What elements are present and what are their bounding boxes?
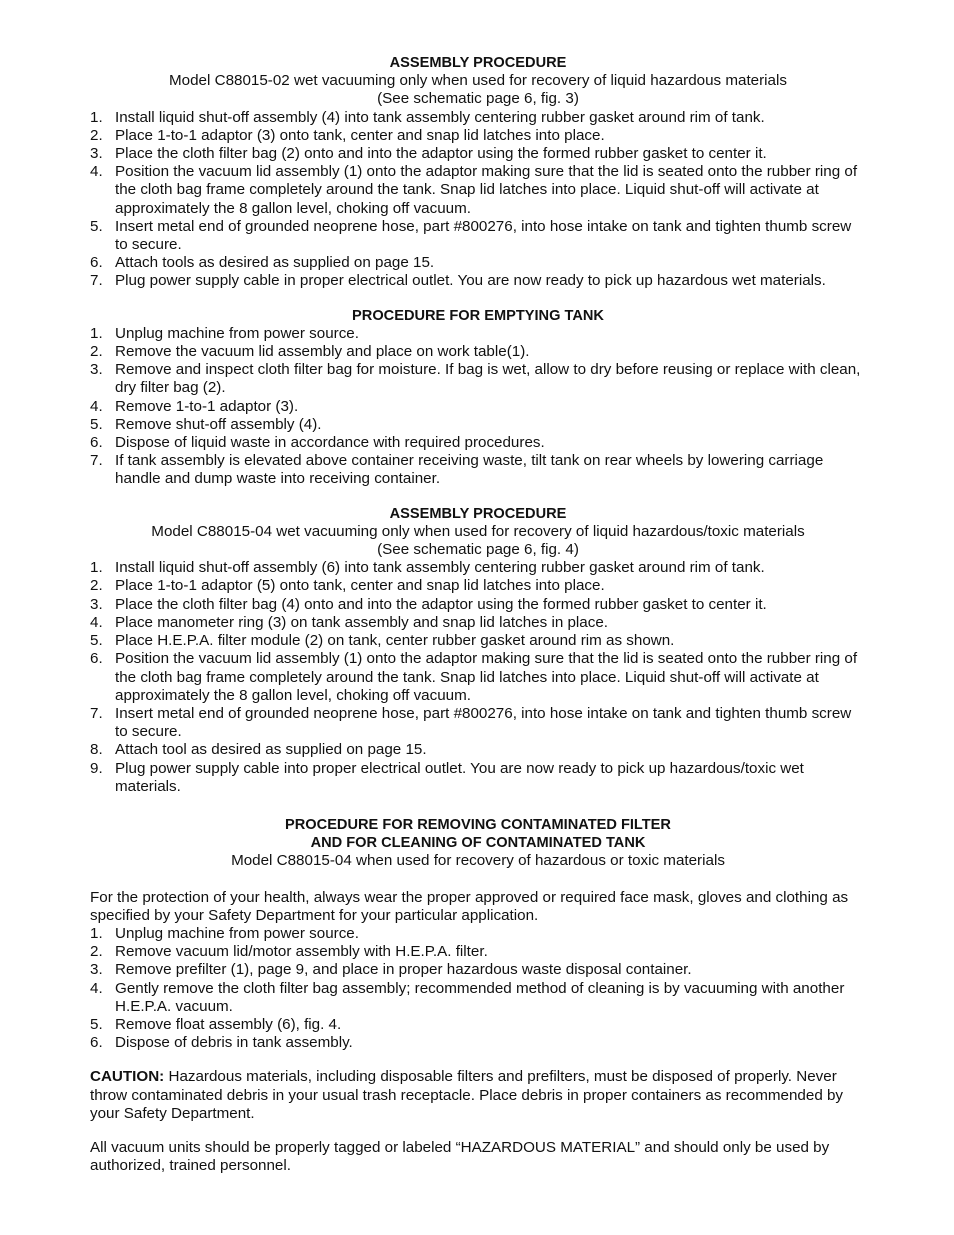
list-item [90,218,866,254]
step-list [65,325,866,489]
step-text: Unplug machine from power source. [115,924,359,942]
section-subtitle: Model C88015-02 wet vacuuming only when used for recovery of liquid hazardous materials [169,72,787,90]
list-item [90,943,866,961]
step-number: 7. [90,452,103,470]
step-number: 6. [90,254,103,272]
step-text: Dispose of debris in tank assembly. [115,1034,353,1052]
step-number: 2. [90,943,103,961]
step-list [65,925,866,1052]
step-text: Remove 1-to-1 adaptor (3). [115,397,299,415]
section-title: PROCEDURE FOR EMPTYING TANK [352,307,604,324]
step-text: Install liquid shut-off assembly (6) into tank assembly centering rubber gasket around rim of tank. [115,559,765,577]
section-subtitle: Model C88015-04 wet vacuuming only when used for recovery of liquid hazardous/toxic materials [151,522,805,540]
list-item [90,325,866,343]
step-text: Insert metal end of grounded neoprene hose, part #800276, into hose intake on tank and tighten thumb screw to secure. [115,704,852,741]
caution-text: Hazardous materials, including disposable filters and prefilters, must be disposed of properly. Never throw contaminated debris in your usual trash receptacle. Place debris in proper containers as recommended by your Safety Department. [90,1068,844,1122]
step-number: 4. [90,979,103,997]
step-number: 3. [90,595,103,613]
step-text: Place the cloth filter bag (2) onto and into the adaptor using the formed rubber gasket to center it. [115,145,767,163]
step-text: Place H.E.P.A. filter module (2) on tank, center rubber gasket around rim as shown. [115,632,675,650]
list-item [90,760,866,796]
list-item [90,650,866,705]
step-number: 3. [90,961,103,979]
step-number: 4. [90,613,103,631]
procedure-removing-contaminated-filter [90,816,866,1052]
assembly-procedure-c88015-02 [90,54,866,291]
step-number: 1. [90,924,103,942]
step-number: 4. [90,397,103,415]
assembly-procedure-c88015-04 [90,505,866,796]
step-text: Place 1-to-1 adaptor (3) onto tank, center and snap lid latches into place. [115,126,605,144]
caution-paragraph [90,1068,866,1123]
section-subtitle: Model C88015-04 when used for recovery of hazardous or toxic materials [231,852,725,870]
step-number: 5. [90,415,103,433]
step-number: 2. [90,343,103,361]
step-text: Position the vacuum lid assembly (1) onto the adaptor making sure that the lid is seated onto the rubber ring of the cloth bag frame completely around the tank. Snap lid latches into place. Liquid shut-off will activate at approximately the 8 gallon level, choking off vacuum. [115,163,858,217]
list-item [90,980,866,1016]
step-number: 1. [90,108,103,126]
list-item [90,1016,866,1034]
section-title: ASSEMBLY PROCEDURE [389,55,567,71]
step-list [65,109,866,291]
step-number: 6. [90,1034,103,1052]
step-number: 9. [90,759,103,777]
step-text: Plug power supply cable into proper electrical outlet. You are now ready to pick up hazardous/toxic wet materials. [115,759,804,795]
step-text: Attach tools as desired as supplied on page 15. [115,254,435,272]
step-number: 5. [90,1015,103,1033]
list-item [90,163,866,218]
list-item [90,145,866,163]
section-title: PROCEDURE FOR REMOVING CONTAMINATED FILTER [285,816,671,833]
step-number: 7. [90,704,103,722]
manual-page [90,54,866,1191]
list-item [90,254,866,272]
list-item [90,577,866,595]
list-item [90,109,866,127]
step-number: 8. [90,741,103,759]
step-text: Unplug machine from power source. [115,324,359,342]
step-text: Plug power supply cable in proper electrical outlet. You are now ready to pick up hazardous wet materials. [115,272,826,290]
step-text: Place 1-to-1 adaptor (5) onto tank, center and snap lid latches into place. [115,577,605,595]
step-number: 1. [90,559,103,577]
safety-intro-paragraph: For the protection of your health, always wear the proper approved or required face mask, gloves and clothing as specified by your Safety Department for your particular application. [90,888,849,924]
step-number: 5. [90,632,103,650]
list-item [90,741,866,759]
step-text: Remove and inspect cloth filter bag for moisture. If bag is wet, allow to dry before reusing or replace with clean, dry filter bag (2). [115,361,861,397]
step-text: Place the cloth filter bag (4) onto and into the adaptor using the formed rubber gasket to center it. [115,595,767,613]
list-item [90,398,866,416]
step-text: Dispose of liquid waste in accordance with required procedures. [115,434,545,452]
step-text: Attach tool as desired as supplied on page 15. [115,741,427,759]
step-text: Remove shut-off assembly (4). [115,415,322,433]
step-text: Gently remove the cloth filter bag assembly; recommended method of cleaning is by vacuuming with another H.E.P.A. vacuum. [115,979,845,1015]
step-text: Remove prefilter (1), page 9, and place in proper hazardous waste disposal container. [115,961,692,979]
list-item [90,434,866,452]
section-title: ASSEMBLY PROCEDURE [389,505,567,522]
step-number: 3. [90,145,103,163]
step-list [65,559,866,796]
step-text: If tank assembly is elevated above container receiving waste, tilt tank on rear wheels by lowering carriage handle and dump waste into receiving container. [115,452,824,488]
step-number: 2. [90,126,103,144]
section-title-line-2: AND FOR CLEANING OF CONTAMINATED TANK [310,835,646,852]
list-item [90,614,866,632]
list-item [90,705,866,741]
step-text: Insert metal end of grounded neoprene hose, part #800276, into hose intake on tank and tighten thumb screw to secure. [115,217,852,254]
closing-paragraph: All vacuum units should be properly tagged or labeled “HAZARDOUS MATERIAL” and should only be used by authorized, trained personnel. [90,1138,830,1175]
list-item [90,1034,866,1052]
step-number: 7. [90,272,103,290]
list-item [90,961,866,979]
caution-label: CAUTION: [90,1068,165,1086]
step-number: 4. [90,163,103,181]
step-text: Place manometer ring (3) on tank assembly and snap lid latches in place. [115,613,609,631]
step-text: Install liquid shut-off assembly (4) into tank assembly centering rubber gasket around rim of tank. [115,108,765,126]
step-text: Position the vacuum lid assembly (1) onto the adaptor making sure that the lid is seated onto the rubber ring of the cloth bag frame completely around the tank. Snap lid latches into place. Liquid shut-off will activate at approximately the 8 gallon level, choking off vacuum. [115,650,858,704]
step-number: 1. [90,324,103,342]
step-text: Remove float assembly (6), fig. 4. [115,1015,342,1033]
step-number: 5. [90,217,103,235]
step-number: 2. [90,577,103,595]
list-item [90,559,866,577]
step-number: 6. [90,434,103,452]
list-item [90,343,866,361]
section-schematic-ref: (See schematic page 6, fig. 4) [377,541,579,559]
list-item [90,127,866,145]
procedure-emptying-tank [90,307,866,489]
step-text: Remove vacuum lid/motor assembly with H.E.P.A. filter. [115,943,488,961]
list-item [90,361,866,397]
section-schematic-ref: (See schematic page 6, fig. 3) [377,90,579,108]
list-item [90,632,866,650]
list-item [90,416,866,434]
list-item [90,925,866,943]
step-number: 6. [90,650,103,668]
list-item [90,452,866,488]
list-item [90,596,866,614]
step-text: Remove the vacuum lid assembly and place on work table(1). [115,343,530,361]
step-number: 3. [90,361,103,379]
list-item [90,272,866,290]
